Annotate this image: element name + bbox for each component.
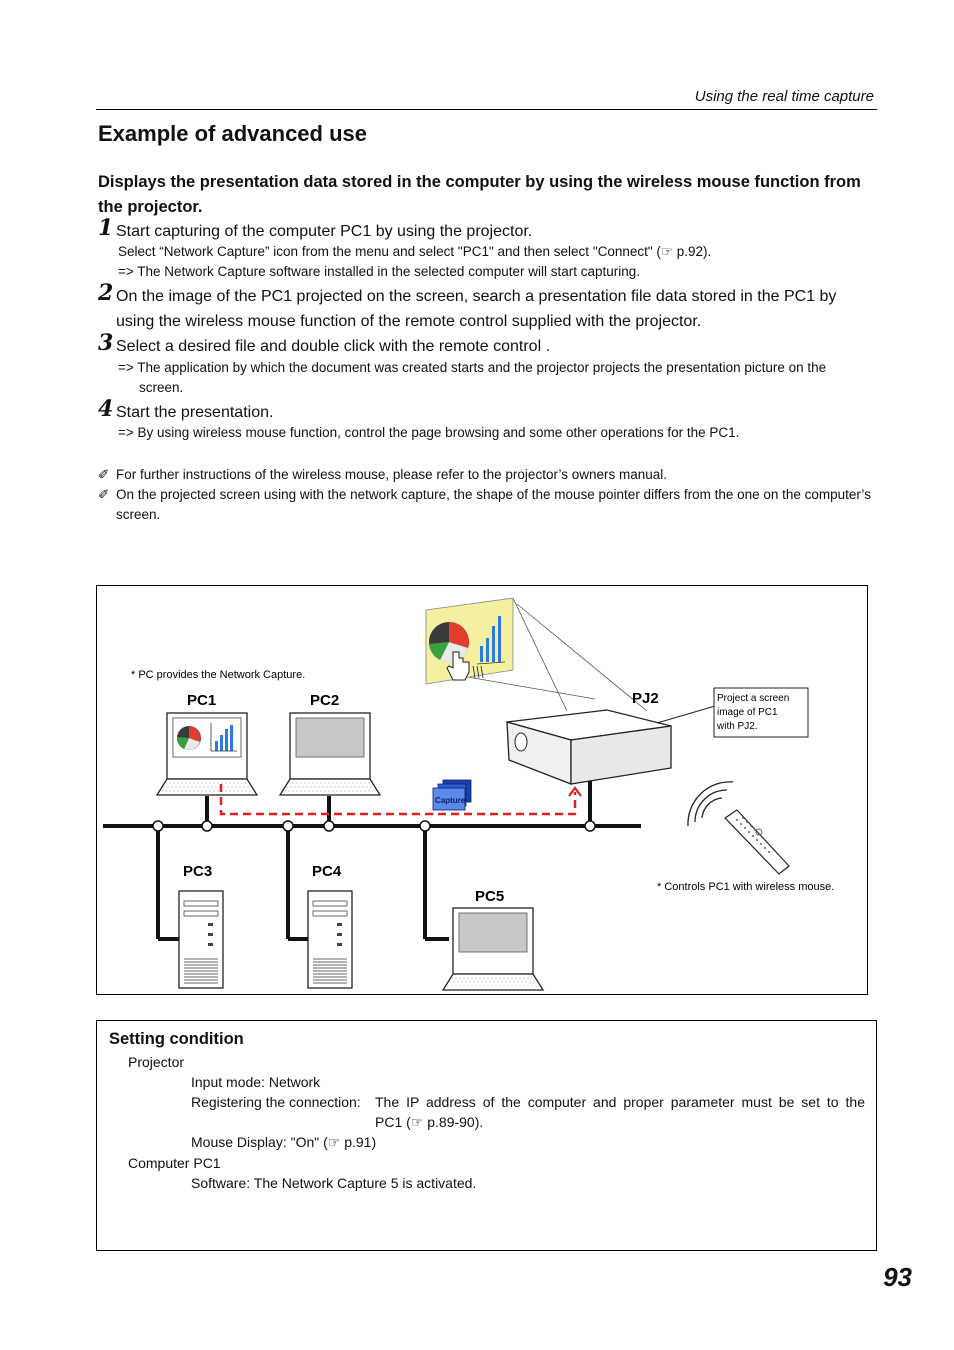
setting-condition-box [96,1020,877,1251]
note-1 [98,465,876,485]
capture-label: Capture [435,796,466,805]
pc1-label: PC1 [187,692,217,709]
network-diagram [96,585,868,995]
step-1 [98,215,876,244]
pc3-label: PC3 [183,863,213,880]
step-number: 3 [98,330,114,356]
pc3-tower [179,891,223,988]
section-title: Example of advanced use [98,121,367,146]
pencil-icon: ✐ [98,467,110,482]
step-4 [98,396,876,425]
pc1-laptop [157,713,257,795]
running-header: Using the real time capture [694,88,874,105]
capture-path [221,784,575,814]
step-3-result-text: => The application by which the document was created starts and the projector projects the presentation picture on the screen. [118,360,827,395]
step-3-result [118,358,874,398]
step-number: 1 [98,215,114,241]
pc4-label: PC4 [312,863,342,880]
callout-line-2: image of PC1 [717,707,778,718]
pencil-icon: ✐ [98,487,110,502]
capture-stack-icon [433,780,471,810]
step-4-result: => By using wireless mouse function, control the page browsing and some other operations for the PC1. [118,425,740,440]
step-1-detail: Select “Network Capture” icon from the menu and select "PC1" and then select "Connect" (☞ p.92). [118,244,712,259]
callout-line-1: Project a screen [717,693,790,704]
step-2 [98,280,876,334]
page-number: 93 [883,1262,912,1292]
software-setting: Software: The Network Capture 5 is activated. [191,1175,477,1191]
step-text: Start the presentation. [116,404,274,421]
registering-text: The IP address of the computer and proper parameter must be set to the [375,1094,865,1110]
registering-text-cont: PC1 (☞ p.89-90). [375,1114,484,1130]
step-3 [98,330,876,359]
note-2 [98,485,876,525]
step-number: 2 [98,280,114,306]
callout-pointer [657,706,715,723]
pc4-tower [308,891,352,988]
mouse-display: Mouse Display: "On" (☞ p.91) [191,1134,377,1150]
step-1-result: => The Network Capture software installed in the selected computer will start capturing. [118,264,641,279]
pc5-label: PC5 [475,888,505,905]
lead-paragraph: Displays the presentation data stored in the computer by using the wireless mouse function from the projector. [98,173,861,216]
step-text: On the image of the PC1 projected on the screen, search a presentation file data stored in the PC1 by using the wireless mouse function of the remote control supplied with the projector. [116,288,837,330]
projector-pj2 [507,710,671,784]
step-number: 4 [98,396,114,422]
pc2-label: PC2 [310,692,340,709]
step-text: Select a desired file and double click with the remote control . [116,338,551,355]
input-mode: Input mode: Network [191,1074,321,1090]
pc2-laptop [280,713,380,795]
note-text: On the projected screen using with the network capture, the shape of the mouse pointer differs from the one on the computer’s screen. [116,487,871,522]
computer-label: Computer PC1 [128,1155,221,1171]
pc5-laptop [443,908,543,990]
network-diagram-svg [97,586,867,994]
remote-note-label: * Controls PC1 with wireless mouse. [657,881,835,893]
pc-note-label: * PC provides the Network Capture. [131,669,306,681]
setting-title: Setting condition [109,1030,244,1048]
callout-line-3: with PJ2. [717,721,758,732]
step-text: Start capturing of the computer PC1 by using the projector. [116,223,533,240]
note-text: For further instructions of the wireless mouse, please refer to the projector’s owners manual. [116,467,668,482]
remote-control-icon [725,810,789,874]
pj2-label: PJ2 [632,690,659,707]
projector-label: Projector [128,1054,185,1070]
registering-label: Registering the connection: [191,1094,361,1110]
header-rule [96,109,877,110]
